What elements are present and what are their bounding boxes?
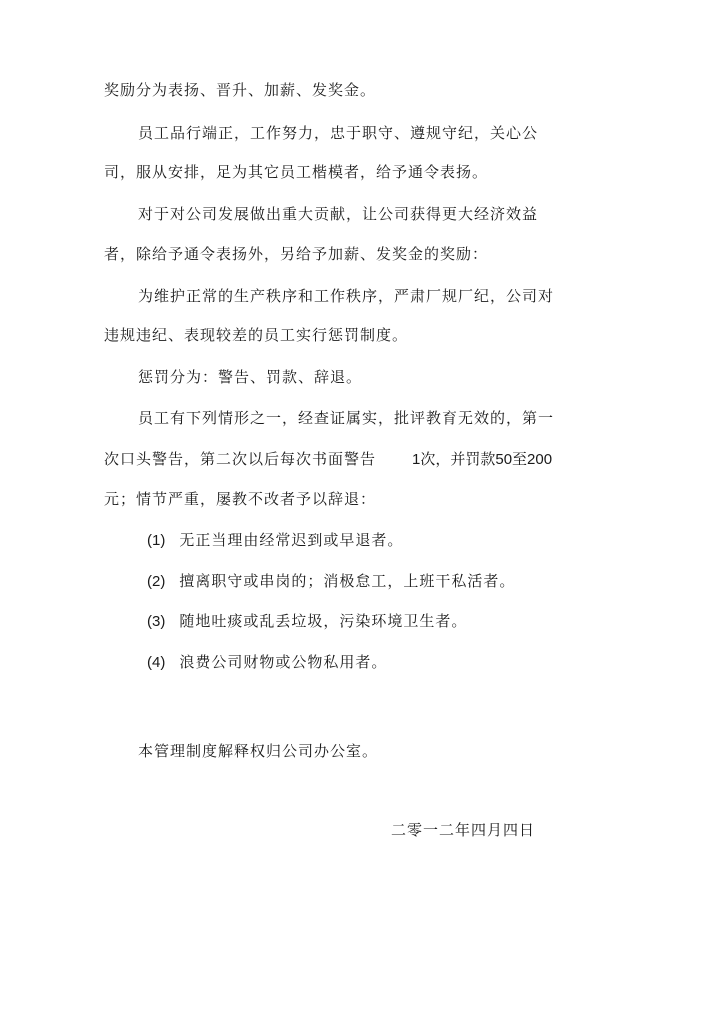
list-item bbox=[147, 530, 403, 551]
list-item-text: 随地吐痰或乱丢垃圾，污染环境卫生者。 bbox=[179, 612, 468, 630]
violations-line-2-part-a: 次口头警告，第二次以后每次书面警告 bbox=[104, 450, 377, 468]
list-item bbox=[147, 571, 515, 592]
list-item-text: 浪费公司财物或公物私用者。 bbox=[179, 653, 388, 671]
list-item-text: 无正当理由经常迟到或早退者。 bbox=[179, 531, 404, 549]
list-item-number: (3) bbox=[147, 613, 166, 630]
violations-line-2-part-b: 1次，并罚款50至200 bbox=[412, 451, 553, 468]
paragraph-rewards-types: 奖励分为表扬、晋升、加薪、发奖金。 bbox=[104, 81, 377, 99]
paragraph-discipline-line-1: 为维护正常的生产秩序和工作秩序，严肃厂规厂纪，公司对 bbox=[138, 287, 555, 305]
paragraph-violations-line-1: 员工有下列情形之一，经查证属实，批评教育无效的，第一 bbox=[138, 409, 555, 427]
document-date: 二零一二年四月四日 bbox=[391, 821, 536, 839]
closing-statement: 本管理制度解释权归公司办公室。 bbox=[138, 742, 379, 760]
paragraph-discipline-line-2: 违规违纪、表现较差的员工实行惩罚制度。 bbox=[104, 326, 409, 344]
paragraph-violations-line-2 bbox=[104, 449, 552, 470]
paragraph-commendation-line-2: 司，服从安排，足为其它员工楷模者，给予通令表扬。 bbox=[104, 163, 489, 181]
list-item-text: 擅离职守或串岗的；消极怠工，上班干私活者。 bbox=[179, 572, 516, 590]
list-item-number: (4) bbox=[147, 654, 166, 671]
paragraph-contribution-line-2: 者，除给予通令表扬外，另给予加薪、发奖金的奖励： bbox=[104, 245, 489, 263]
list-item-number: (1) bbox=[147, 532, 166, 549]
paragraph-penalty-types: 惩罚分为：警告、罚款、辞退。 bbox=[138, 368, 363, 386]
list-item-number: (2) bbox=[147, 573, 166, 590]
paragraph-contribution-line-1: 对于对公司发展做出重大贡献，让公司获得更大经济效益 bbox=[138, 205, 539, 223]
list-item bbox=[147, 611, 467, 632]
paragraph-violations-line-3: 元；情节严重，屡教不改者予以辞退： bbox=[104, 490, 377, 508]
paragraph-commendation-line-1: 员工品行端正，工作努力，忠于职守、遵规守纪，关心公 bbox=[138, 124, 539, 142]
list-item bbox=[147, 652, 387, 673]
